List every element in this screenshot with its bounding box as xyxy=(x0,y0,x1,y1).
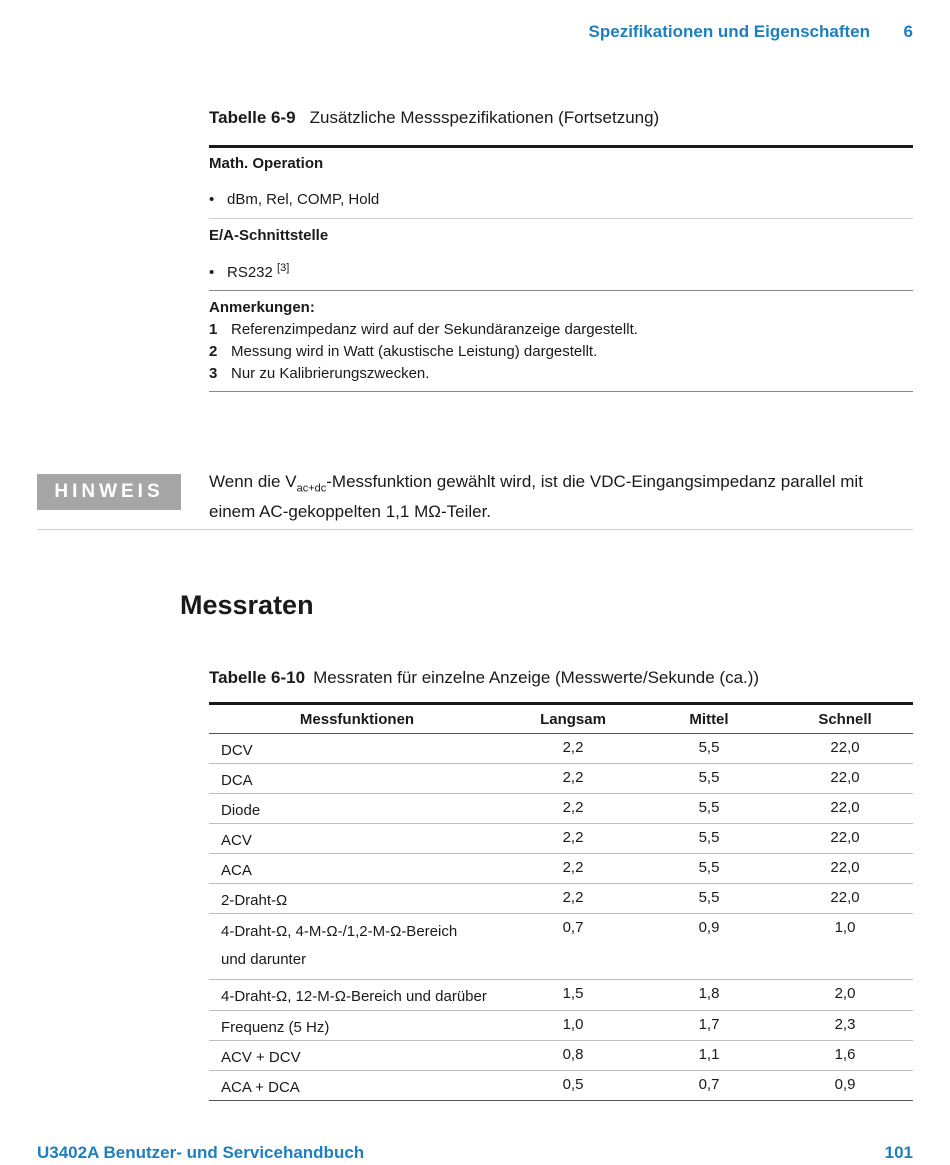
chapter-number: 6 xyxy=(903,22,913,41)
row-divider xyxy=(209,218,913,219)
function-cell: 4-Draht-Ω, 12-M-Ω-Bereich und darüber xyxy=(209,980,505,1011)
value-cell: 0,8 xyxy=(505,1041,641,1071)
value-cell: 1,7 xyxy=(641,1011,777,1041)
value-cell: 0,7 xyxy=(641,1071,777,1101)
table-row xyxy=(209,1041,913,1071)
row-divider xyxy=(209,290,913,291)
value-cell: 22,0 xyxy=(777,854,913,884)
section-heading: Messraten xyxy=(180,590,314,620)
hinweis-divider xyxy=(37,529,913,530)
table-6-9-caption-text: Zusätzliche Messspezifikationen (Fortsetzung) xyxy=(309,108,660,127)
table-header-row xyxy=(209,705,913,734)
io-interface-heading: E/A-Schnittstelle xyxy=(209,227,329,244)
bullet-icon: • xyxy=(209,264,215,281)
value-cell: 1,6 xyxy=(777,1041,913,1071)
value-cell: 5,5 xyxy=(641,794,777,824)
footer-manual-title: U3402A Benutzer- und Servicehandbuch xyxy=(37,1143,365,1162)
note-item: 3 Nur zu Kalibrierungszwecken. xyxy=(209,365,430,382)
table-row xyxy=(209,1011,913,1041)
value-cell: 1,0 xyxy=(777,914,913,980)
function-cell: Frequenz (5 Hz) xyxy=(209,1011,505,1041)
hinweis-label: HINWEIS xyxy=(37,474,181,510)
page-number: 101 xyxy=(884,1143,913,1162)
value-cell: 0,9 xyxy=(641,914,777,980)
value-cell: 5,5 xyxy=(641,854,777,884)
value-cell: 5,5 xyxy=(641,734,777,764)
value-cell: 5,5 xyxy=(641,824,777,854)
table-6-9-caption-number: Tabelle 6-9 xyxy=(209,108,296,127)
table-row xyxy=(209,884,913,914)
table-row xyxy=(209,1071,913,1101)
table-6-10-caption xyxy=(209,668,759,688)
table-row xyxy=(209,794,913,824)
value-cell: 5,5 xyxy=(641,764,777,794)
table-row xyxy=(209,854,913,884)
function-cell: Diode xyxy=(209,794,505,824)
table-6-10-caption-text: Messraten für einzelne Anzeige (Messwerte/Sekunde (ca.)) xyxy=(313,668,760,687)
note-item: 1 Referenzimpedanz wird auf der Sekundäranzeige dargestellt. xyxy=(209,321,638,338)
note-item: 2 Messung wird in Watt (akustische Leistung) dargestellt. xyxy=(209,343,598,360)
function-cell: DCA xyxy=(209,764,505,794)
function-cell: ACV + DCV xyxy=(209,1041,505,1071)
value-cell: 22,0 xyxy=(777,794,913,824)
value-cell: 2,2 xyxy=(505,824,641,854)
bullet-icon: • xyxy=(209,191,215,208)
function-cell: ACA xyxy=(209,854,505,884)
table-bottom-rule xyxy=(209,391,913,392)
value-cell: 22,0 xyxy=(777,764,913,794)
function-cell: ACV xyxy=(209,824,505,854)
table-row xyxy=(209,824,913,854)
table-top-rule xyxy=(209,145,913,148)
value-cell: 1,1 xyxy=(641,1041,777,1071)
value-cell: 2,3 xyxy=(777,1011,913,1041)
value-cell: 22,0 xyxy=(777,884,913,914)
table-row xyxy=(209,764,913,794)
notes-heading: Anmerkungen: xyxy=(209,299,315,316)
table-6-10-caption-number: Tabelle 6-10 xyxy=(209,668,306,687)
function-cell: 2-Draht-Ω xyxy=(209,884,505,914)
value-cell: 0,7 xyxy=(505,914,641,980)
value-cell: 1,0 xyxy=(505,1011,641,1041)
function-cell: 4-Draht-Ω, 4-M-Ω-/1,2-M-Ω-Bereich und darunter xyxy=(209,914,505,980)
table-6-9-caption xyxy=(209,108,659,128)
value-cell: 1,5 xyxy=(505,980,641,1011)
hinweis-text: Wenn die $V_{ac+dc}$-Messfunktion gewählt wird, ist die VDC-Eingangsimpedanz parallel mit einem AC-gekoppelten 1,1 MΩ-Teiler. xyxy=(209,472,863,522)
measurement-rates-table xyxy=(209,705,913,1101)
column-header: Messfunktionen xyxy=(209,705,505,734)
io-interface-item: • RS232 [3] xyxy=(209,262,290,281)
value-cell: 5,5 xyxy=(641,884,777,914)
function-cell: ACA + DCA xyxy=(209,1071,505,1101)
footnote-ref: [3] xyxy=(277,262,290,274)
column-header: Schnell xyxy=(777,705,913,734)
table-row xyxy=(209,980,913,1011)
value-cell: 2,2 xyxy=(505,854,641,884)
column-header: Mittel xyxy=(641,705,777,734)
table-row xyxy=(209,914,913,980)
value-cell: 0,5 xyxy=(505,1071,641,1101)
value-cell: 0,9 xyxy=(777,1071,913,1101)
running-header-title: Spezifikationen und Eigenschaften xyxy=(588,22,870,41)
column-header: Langsam xyxy=(505,705,641,734)
function-cell: DCV xyxy=(209,734,505,764)
value-cell: 2,2 xyxy=(505,734,641,764)
math-operation-item: • dBm, Rel, COMP, Hold xyxy=(209,191,380,208)
value-cell: 22,0 xyxy=(777,734,913,764)
value-cell: 2,2 xyxy=(505,764,641,794)
table-row xyxy=(209,734,913,764)
math-operation-heading: Math. Operation xyxy=(209,155,324,172)
value-cell: 22,0 xyxy=(777,824,913,854)
value-cell: 2,2 xyxy=(505,794,641,824)
value-cell: 2,2 xyxy=(505,884,641,914)
value-cell: 2,0 xyxy=(777,980,913,1011)
value-cell: 1,8 xyxy=(641,980,777,1011)
